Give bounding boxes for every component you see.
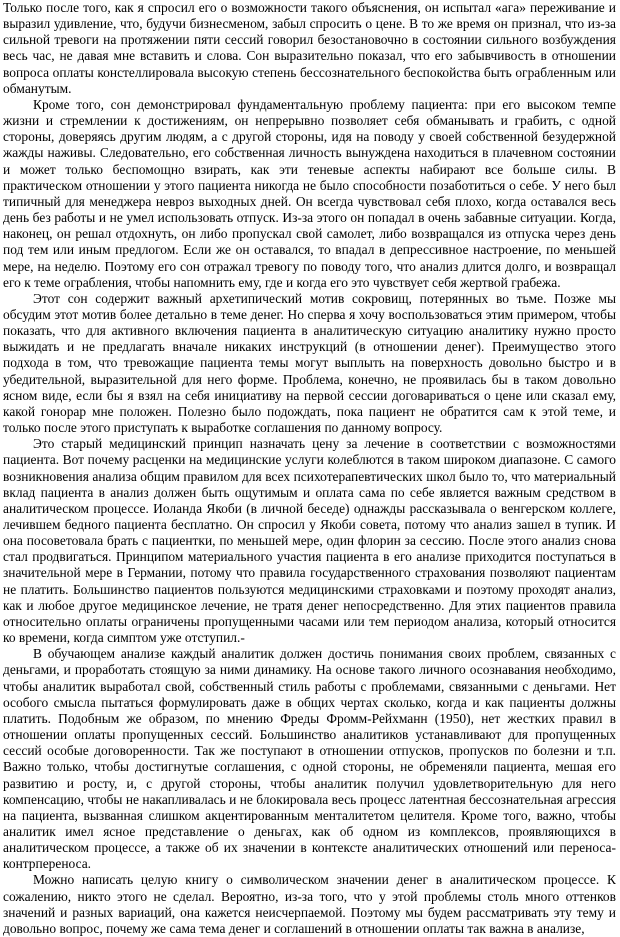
paragraph-3: Этот сон содержит важный архетипический мотив сокровищ, потерянных во тьме. Позже мы обсудим этот мотив более детально в теме денег. Но сперва я хочу воспользоваться этим примером, чтобы показать, что для активного включения пациента в аналитическую ситуацию аналитику нужно просто выжидать и не предлагать вначале никаких инструкций (в отношении денег). Преимущество этого подхода в том, что тревожащие пациента темы могут выплыть на поверхность довольно быстро и в убедительной, выразительной для него форме. Проблема, конечно, не проявилась бы в таком довольно ясном виде, если бы я взял на себя инициативу на первой сессии договариваться о цене или сказал ему, какой гонорар мне положен. Полезно было подождать, пока пациент не обратится сам к этой теме, и только после этого приступать к выработке соглашения по данному вопросу.: [3, 290, 616, 436]
paragraph-5: В обучающем анализе каждый аналитик должен достичь понимания своих проблем, связанных с деньгами, и проработать стоящую за ними динамику. На основе такого личного осознавания необходимо, чтобы аналитик выработал свой, собственный стиль работы с проблемами, связанными с деньгами. Нет особого смысла пытаться формулировать даже в общих чертах сколько, когда и как пациенты должны платить. Подобным же образом, по мнению Фреды Фромм-Рейхманн (1950), нет жестких правил в отношении оплаты пропущенных сессий. Большинство аналитиков устанавливают для пропущенных сессий особые договоренности. Так же поступают в отношении отпусков, пропусков по болезни и т.п. Важно только, чтобы достигнутые соглашения, с одной стороны, не обременяли пациента, мешая его развитию и росту, и, с другой стороны, чтобы аналитик получил удовлетворительную для него компенсацию, чтобы не накапливалась и не блокировала весь процесс латентная бессознательная агрессия на пациента, вызванная слишком акцентированным менталитетом целителя. Кроме того, важно, чтобы аналитик имел ясное представление о деньгах, как об одном из комплексов, проявляющихся в аналитическом процессе, а также об их значении в контексте аналитических отношений или переноса-контрпереноса.: [3, 646, 616, 872]
paragraph-1: Только после того, как я спросил его о возможности такого объяснения, он испытал «ага» переживание и выразил удивление, что, будучи бизнесменом, забыл спросить о цене. В то же время он признал, что из-за сильной тревоги на протяжении пяти сессий говорил безостановочно в состоянии сильного возбуждения весь час, не давая мне вставить и слова. Сон выразительно показал, что его забывчивость в отношении вопроса оплаты констеллировала высокую степень бессознательного беспокойства быть ограбленным или обманутым.: [3, 0, 616, 96]
document-page: [3, 0, 616, 937]
paragraph-4: Это старый медицинский принцип назначать цену за лечение в соответствии с возможностями пациента. Вот почему расценки на медицинские услуги колеблются в таком широком диапазоне. С самого возникновения анализа общим правилом для всех психотерапевтических школ было то, что материальный вклад пациента в анализ должен быть ощутимым и оплата сама по себе является важным средством в аналитическом процессе. Иоланда Якоби (в личной беседе) однажды рассказывала о венгерском коллеге, лечившем бедного пациента бесплатно. Он спросил у Якоби совета, потому что анализ зашел в тупик. И она посоветовала брать с пациентки, по меньшей мере, один флорин за сессию. После этого анализ снова стал продвигаться. Принципом материального участия пациента в его анализе приходится поступаться в значительной мере в Германии, потому что правила государственного страхования позволяют пациентам не платить. Большинство пациентов пользуются медицинскими страховками и поэтому проходят анализ, как и любое другое медицинское лечение, не тратя денег непосредственно. Для этих пациентов правила относительно оплаты ограничены пропущенными часами или тем периодом анализа, который относится ко времени, когда симптом уже отступил.-: [3, 436, 616, 646]
paragraph-6: Можно написать целую книгу о символическом значении денег в аналитическом процессе. К сожалению, никто этого не сделал. Вероятно, из-за того, что у этой проблемы столь много оттенков значений и разных вариаций, она кажется неисчерпаемой. Поэтому мы будем рассматривать эту тему и довольно вопрос, почему же сама тема денег и соглашений в отношении оплаты так важна в анализе,: [3, 872, 616, 936]
paragraph-2: Кроме того, сон демонстрировал фундаментальную проблему пациента: при его высоком темпе жизни и стремлении к достижениям, он непрерывно позволяет себя обманывать и грабить, с одной стороны, доверяясь другим людям, а с другой стороны, идя на поводу у своей собственной безудержной жажды наживы. Следовательно, его собственная личность вынуждена находиться в плачевном состоянии и может только беспомощно взирать, как эти теневые аспекты набирают все больше силы. В практическом отношении у этого пациента никогда не было способности позаботиться о себе. У него был типичный для менеджера невроз выходных дней. Он всегда чувствовал себя плохо, когда оставался весь день без работы и не умел использовать отпуск. Из-за этого он попадал в очень забавные ситуации. Когда, наконец, он решал отдохнуть, он либо пропускал свой самолет, либо возвращался из отпуска через день под тем или иным предлогом. Если же он оставался, то впадал в депрессивное настроение, по меньшей мере, на неделю. Поэтому его сон отражал тревогу по поводу того, что анализ длится долго, и возвращал его к теме ограбления, чтобы напомнить ему, где и когда его это чувствует себя жертвой грабежа.: [3, 96, 616, 290]
